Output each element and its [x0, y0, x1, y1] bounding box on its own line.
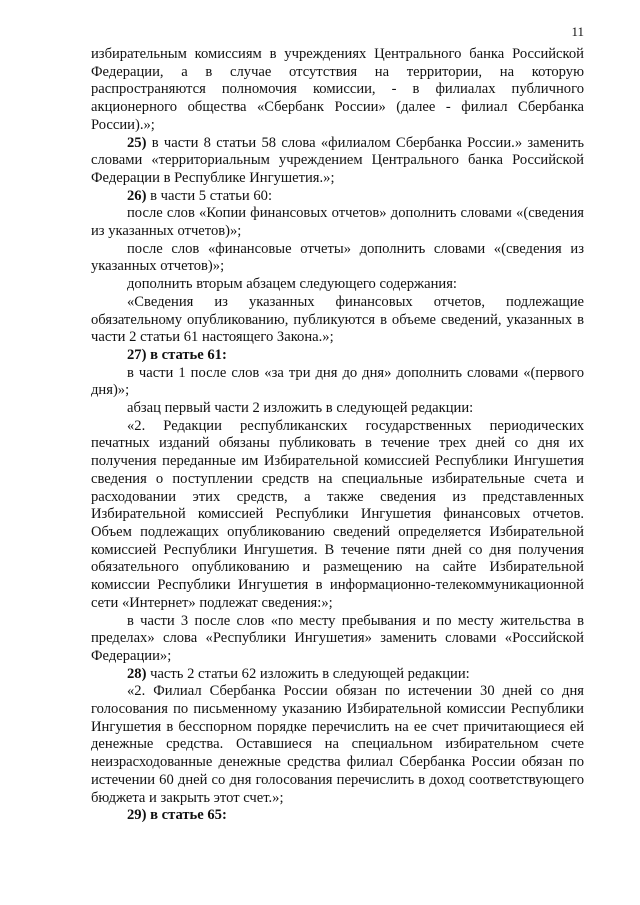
paragraph-text: в части 1 после слов «за три дня до дня» дополнить словами «(первого дня)»; [91, 364, 584, 399]
paragraph [91, 613, 584, 666]
paragraph [91, 666, 584, 684]
paragraph-text: часть 2 статьи 62 изложить в следующей редакции: [146, 665, 470, 682]
item-number: 26) [127, 187, 147, 204]
paragraph-text: дополнить вторым абзацем следующего содержания: [127, 276, 457, 293]
paragraph [91, 276, 584, 294]
item-number: 28) [127, 665, 147, 682]
item-number: 25) [127, 134, 147, 151]
item-number: 29) в статье 65: [127, 807, 227, 824]
item-number: 27) в статье 61: [127, 346, 227, 363]
paragraph [91, 188, 584, 206]
paragraph [91, 807, 584, 825]
paragraph-text: после слов «Копии финансовых отчетов» дополнить словами «(сведения из указанных отчетов)»; [91, 205, 584, 240]
paragraph [91, 400, 584, 418]
paragraph-text: после слов «финансовые отчеты» дополнить словами «(сведения из указанных отчетов)»; [91, 240, 584, 275]
paragraph [91, 135, 584, 188]
paragraph [91, 365, 584, 400]
paragraph [91, 683, 584, 807]
paragraph [91, 418, 584, 613]
paragraph [91, 241, 584, 276]
document-body [91, 46, 584, 825]
paragraph [91, 205, 584, 240]
paragraph [91, 347, 584, 365]
paragraph-text: избирательным комиссиям в учреждениях Центрального банка Российской Федерации, а в случае отсутствия на территории, на которую распространяются полномочия комиссии, - в филиалах публичного акционерного общества «Сбербанк России» (далее - филиал Сбербанка России).»; [91, 46, 584, 133]
paragraph [91, 46, 584, 135]
page-number: 11 [571, 24, 584, 39]
paragraph-text: в части 8 статьи 58 слова «филиалом Сбербанка России.» заменить словами «территориальным учреждением Центрального банка Российской Федерации в Республике Ингушетия.»; [91, 134, 584, 186]
paragraph [91, 294, 584, 347]
paragraph-text: «Сведения из указанных финансовых отчетов, подлежащие обязательному опубликованию, публикуются в объеме сведений, указанных в части 2 статьи 61 настоящего Закона.»; [91, 293, 584, 346]
paragraph-text: «2. Редакции республиканских государственных периодических печатных изданий обязаны публиковать в течение трех дней со дня их получения переданные им Избирательной комиссией Республики Ингушетия сведения о поступлении средств на специальные избирательные счета и расходовании этих средств, а также сведения из представленных Избирательной комиссией Республики Ингушетия финансовых отчетов. Объем подлежащих опубликованию сведений определяется Избирательной комиссией Республики Ингушетия. В течение пяти дней со дня получения обязательного опубликованию и размещению на сайте Избирательной комиссии Республики Ингушетия в информационно-телекоммуникационной сети «Интернет» подлежат сведения:»; [91, 417, 584, 611]
paragraph-text: в части 3 после слов «по месту пребывания и по месту жительства в пределах» слова «Республики Ингушетия» заменить словами «Российской Федерации»; [91, 612, 584, 664]
paragraph-text: абзац первый части 2 изложить в следующей редакции: [127, 400, 474, 417]
paragraph-text: в части 5 статьи 60: [146, 187, 273, 204]
paragraph-text: «2. Филиал Сбербанка России обязан по истечении 30 дней со дня голосования по письменному указанию Избирательной комиссии Республики Ингушетия в бесспорном порядке перечислить на ее счет причитающиеся ей денежные средства. Оставшиеся на специальном избирательном счете неизрасходованные денежные средства филиал Сбербанка России обязан по истечении 60 дней со дня голосования перечислить в доход соответствующего бюджета и закрыть этот счет.»; [91, 683, 584, 806]
